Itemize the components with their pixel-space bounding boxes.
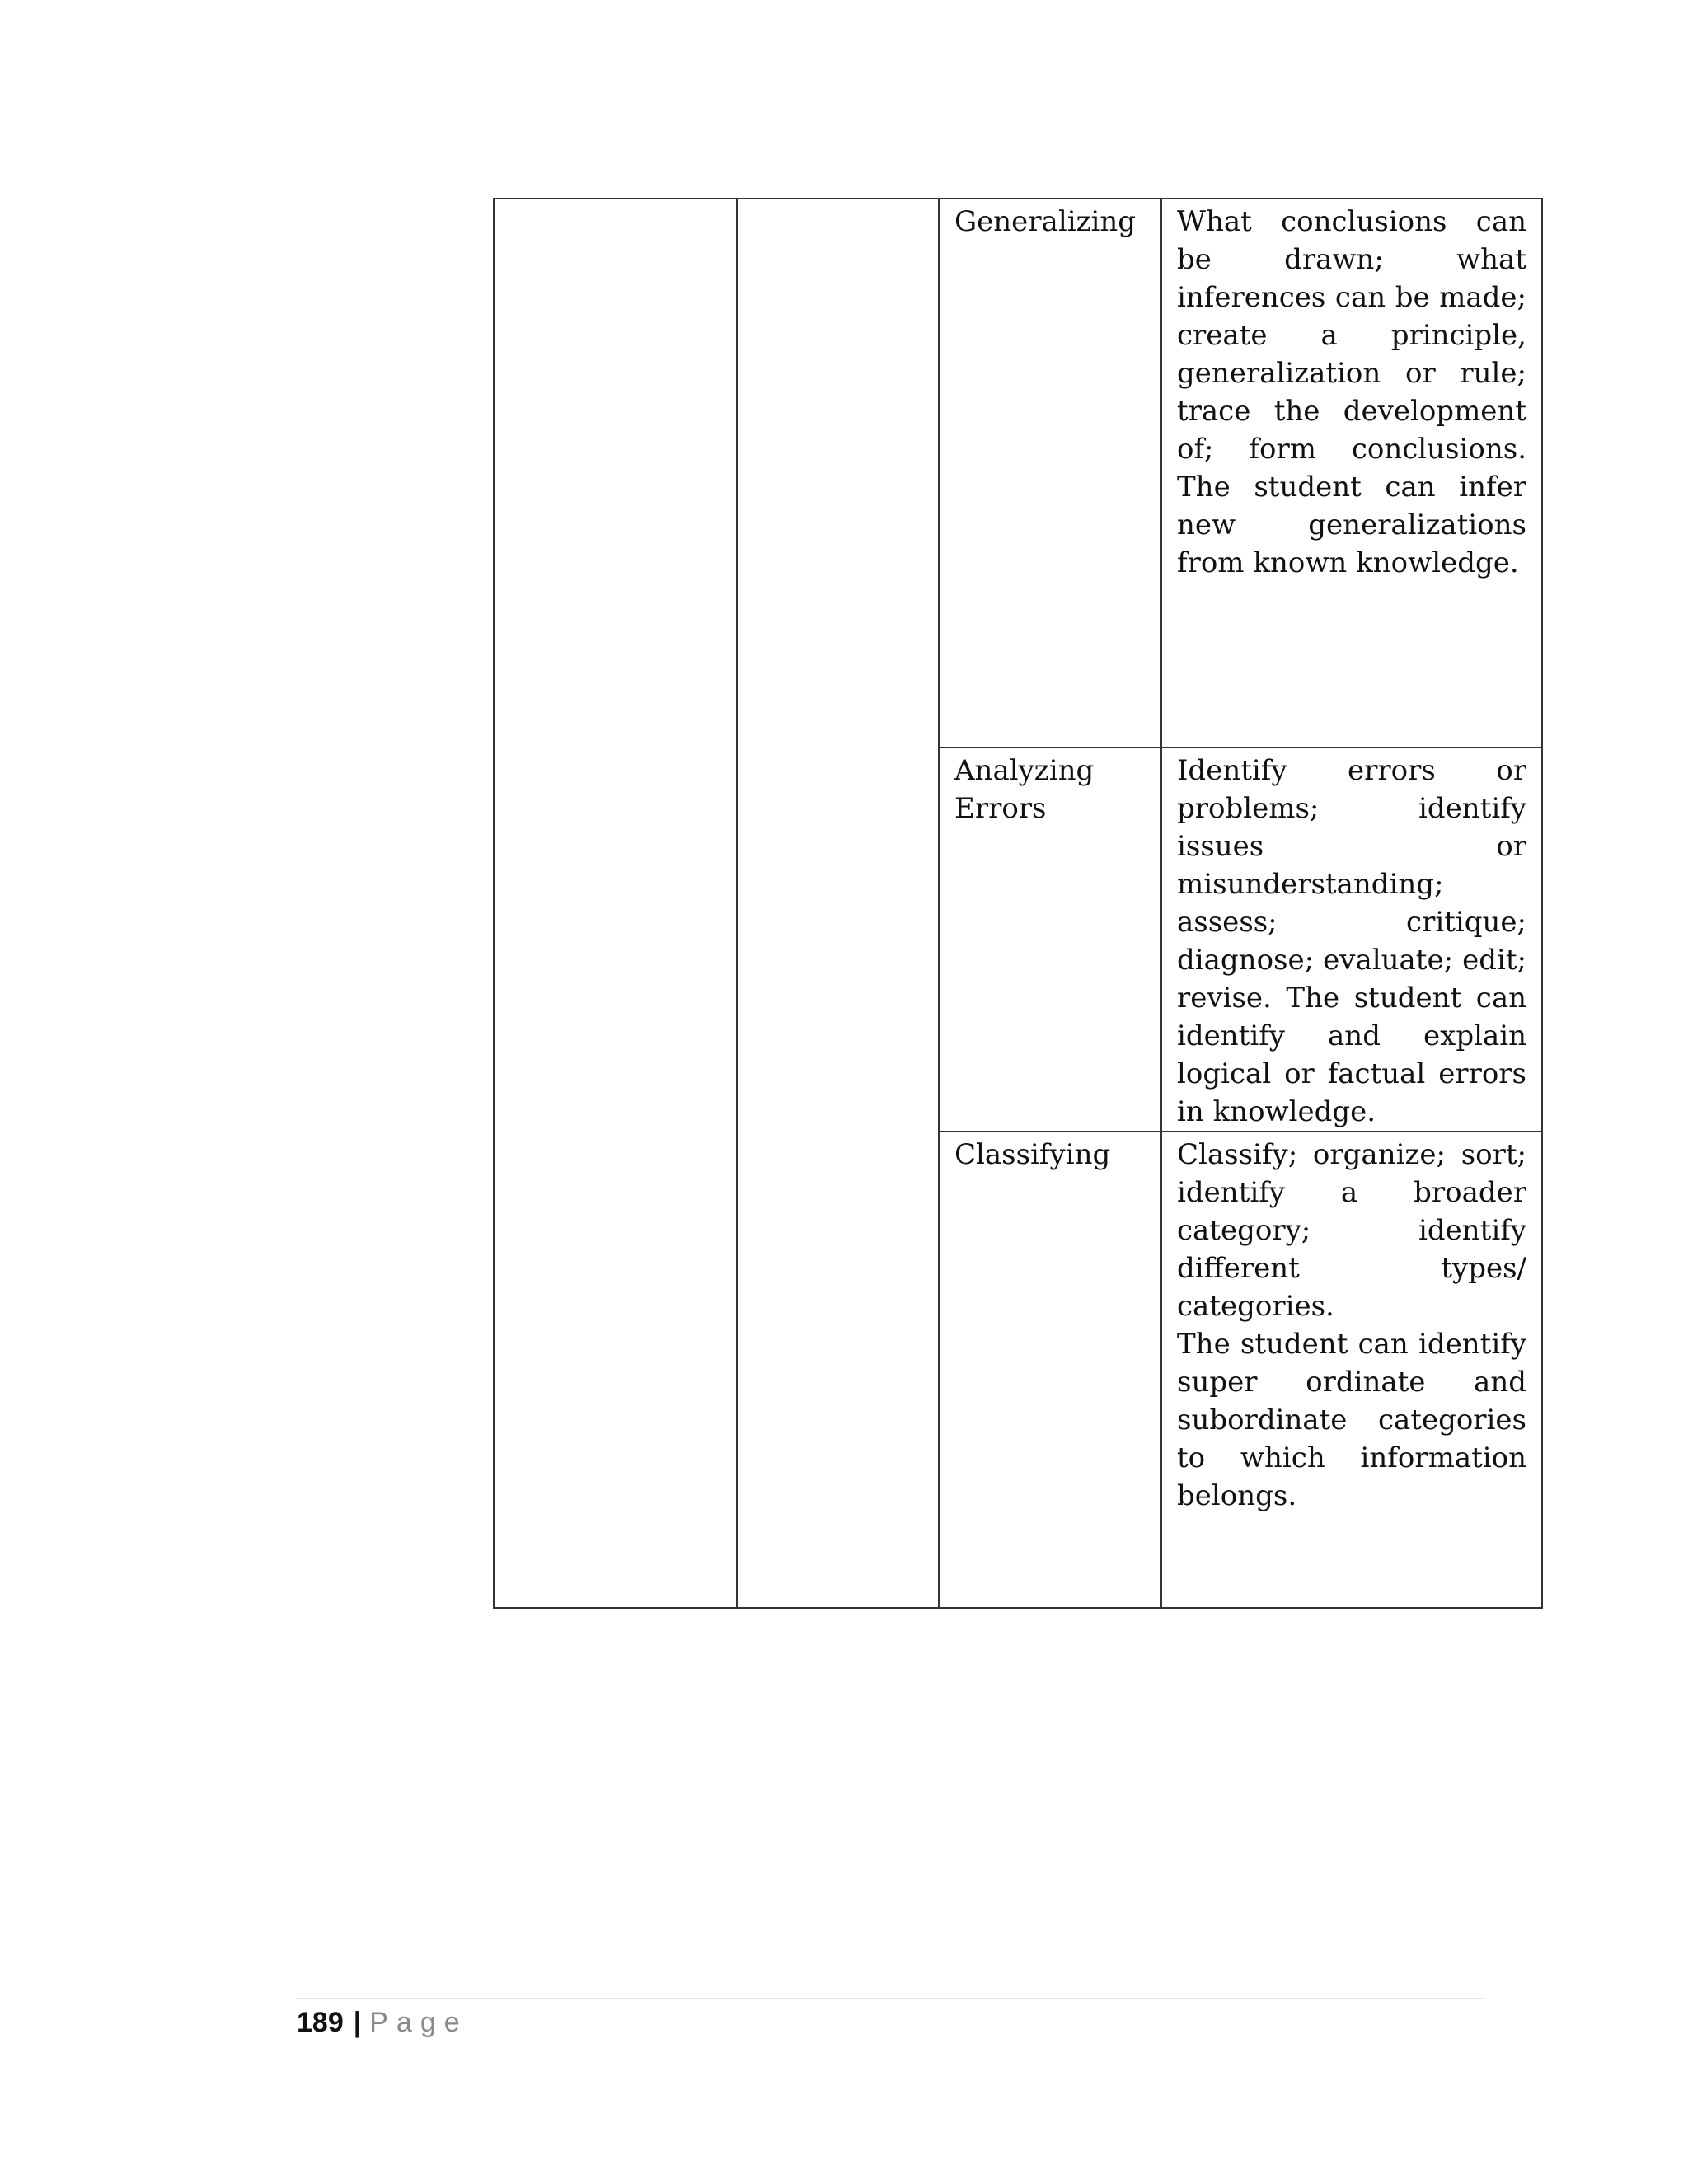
footer-separator: | [353,2007,362,2038]
description-text: The student can identify super ordinate and subordinate categories to which information belongs. [1177,1328,1526,1512]
term-analyzing-errors: Analyzing Errors [954,754,1095,825]
page-label: Page [369,2007,468,2038]
page-footer [297,2004,468,2041]
table-row [494,199,1542,748]
page-number: 189 [297,2007,344,2038]
term-cell [939,199,1161,748]
term-generalizing: Generalizing [954,205,1137,238]
footer-divider [297,1998,1484,1999]
description-text: Identify errors or problems; identify issues or misunderstanding; assess; critique; diagnose; evaluate; edit; revise. The student can identify and explain logical or factual errors in knowledge. [1177,754,1526,1128]
description-text: What conclusions can be drawn; what inferences can be made; create a principle, generalization or rule; trace the development of; form conclusions. The student can infer new generalizations from known knowledge. [1177,205,1526,579]
description-cell [1161,748,1542,1132]
term-classifying: Classifying [954,1138,1111,1171]
empty-cell-col2 [737,199,939,1608]
empty-cell-col1 [494,199,737,1608]
description-text: Classify; organize; sort; identify a broader category; identify different types/ categories. [1177,1138,1526,1323]
term-cell [939,1132,1161,1608]
term-cell [939,748,1161,1132]
content-table [493,198,1543,1609]
description-cell [1161,1132,1542,1608]
description-cell [1161,199,1542,748]
